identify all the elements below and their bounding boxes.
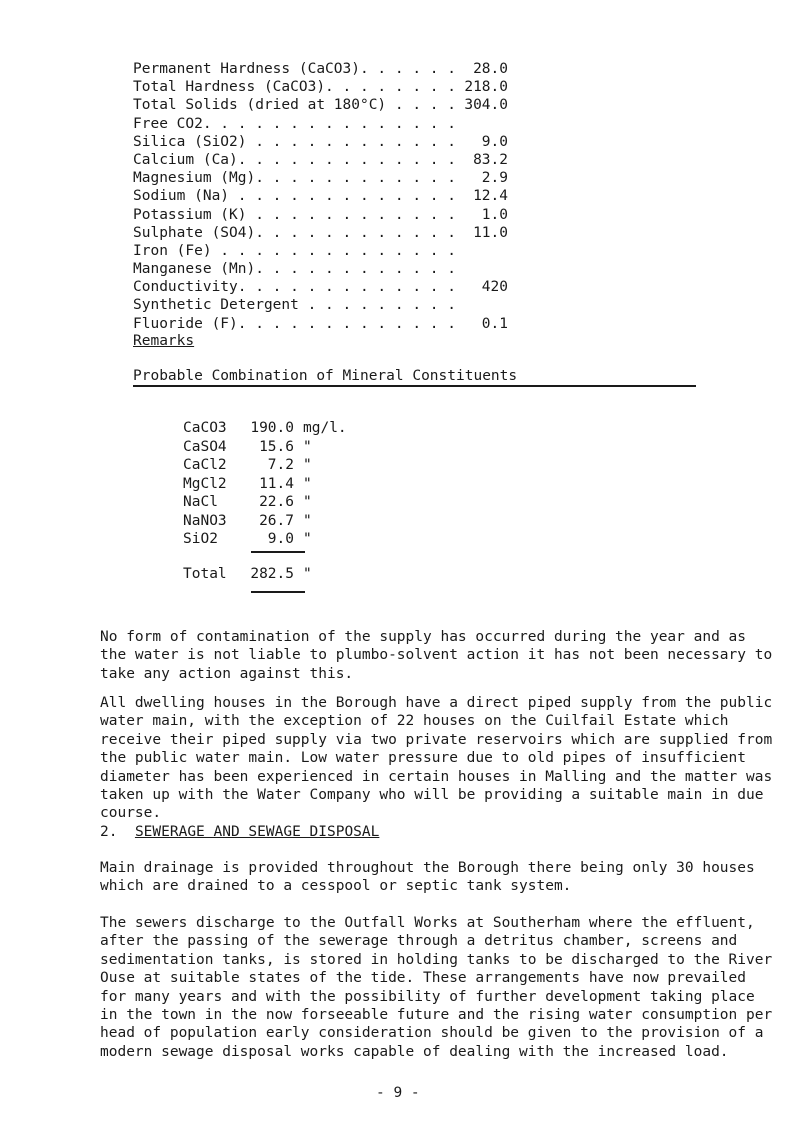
analysis-label: Silica (SiO2) . . . . . . . . . . . . (133, 133, 457, 150)
analysis-label: Magnesium (Mg). . . . . . . . . . . . (133, 170, 457, 187)
total-rule-bottom (251, 591, 305, 593)
analysis-value: 218.0 (464, 79, 508, 96)
analysis-label: Potassium (K) . . . . . . . . . . . . (133, 206, 457, 223)
analysis-value: 12.4 (473, 188, 508, 205)
analysis-value: 420 (481, 279, 508, 296)
analysis-row (133, 151, 533, 169)
analysis-row (133, 187, 533, 205)
total-label: Total (183, 566, 227, 582)
mineral-row (183, 512, 383, 531)
mineral-unit: " (303, 494, 312, 510)
sewers-paragraph: The sewers discharge to the Outfall Works at Southerham where the effluent, after the passing of the sewerage through a detritus chamber, screens and sedimentation tanks, is stored in holding tanks to be discharged to the River Ouse at suitable states of the tide. These arrangements have now prevailed for many years and with the possibility of further development taking place in the town in the now forseeable future and the rising water consumption per head of population early consideration should be given to the provision of a modern sewage disposal works capable of dealing with the increased load. (100, 915, 773, 1060)
mineral-name: MgCl2 (183, 475, 227, 492)
analysis-value: 28.0 (473, 61, 508, 77)
analysis-label: Sulphate (SO4). . . . . . . . . . . . (133, 224, 457, 241)
total-unit: " (303, 566, 312, 582)
mineral-name: SiO2 (183, 531, 218, 547)
analysis-row (133, 169, 533, 187)
analysis-value: 11.0 (473, 224, 508, 241)
analysis-row (133, 296, 533, 314)
mineral-constituents-table (183, 419, 383, 582)
analysis-value: 9.0 (481, 133, 508, 150)
mineral-unit: " (303, 512, 312, 529)
remarks-label: Remarks (133, 333, 195, 349)
mineral-value: 15.6 (259, 438, 294, 455)
total-value: 282.5 (250, 566, 294, 582)
analysis-row (133, 260, 533, 278)
analysis-row (133, 60, 533, 78)
mineral-row (183, 530, 383, 549)
analysis-value: 83.2 (473, 151, 508, 168)
mineral-value: 26.7 (259, 512, 294, 529)
analysis-value: 0.1 (481, 315, 508, 332)
mineral-row (183, 475, 383, 494)
analysis-label: Free CO2. . . . . . . . . . . . . . . (133, 115, 457, 132)
mineral-name: CaSO4 (183, 438, 227, 455)
analysis-row (133, 278, 533, 296)
mineral-name: NaCl (183, 494, 218, 510)
analysis-label: Permanent Hardness (CaCO3). . . . . . (133, 61, 457, 77)
mineral-unit: mg/l. (303, 420, 347, 436)
analysis-label: Iron (Fe) . . . . . . . . . . . . . . (133, 242, 457, 259)
mineral-unit: " (303, 457, 312, 473)
mineral-value: 11.4 (259, 475, 294, 492)
water-analysis-table (133, 60, 533, 333)
mineral-value: 22.6 (259, 494, 294, 510)
mineral-value: 7.2 (267, 457, 294, 473)
analysis-label: Fluoride (F). . . . . . . . . . . . . (133, 315, 457, 332)
analysis-row (133, 133, 533, 151)
drainage-paragraph: Main drainage is provided throughout the Borough there being only 30 houses which are drained to a cesspool or septic tank system. (100, 860, 755, 895)
mineral-name: CaCO3 (183, 420, 227, 436)
contamination-paragraph: No form of contamination of the supply has occurred during the year and as the water is not liable to plumbo-solvent action it has not been necessary to take any action against this. (100, 629, 773, 682)
analysis-value: 1.0 (481, 206, 508, 223)
analysis-label: Sodium (Na) . . . . . . . . . . . . . (133, 188, 457, 205)
mineral-name: NaNO3 (183, 512, 227, 529)
analysis-row (133, 78, 533, 96)
mineral-row (183, 493, 383, 512)
analysis-label: Conductivity. . . . . . . . . . . . . (133, 279, 457, 296)
section-heading-sewerage (100, 824, 379, 840)
analysis-row (133, 115, 533, 133)
mineral-value: 190.0 (250, 420, 294, 436)
analysis-label: Manganese (Mn). . . . . . . . . . . . (133, 261, 457, 278)
analysis-row (133, 206, 533, 224)
mineral-row (183, 456, 383, 475)
analysis-row (133, 96, 533, 114)
mineral-row (183, 419, 383, 438)
analysis-row (133, 315, 533, 333)
dwellings-paragraph: All dwelling houses in the Borough have a direct piped supply from the public water main, with the exception of 22 houses on the Cuilfail Estate which receive their piped supply via two private reservoirs which are supplied from the public water main. Low water pressure due to old pipes of insufficient diameter has been experienced in certain houses in Malling and the matter was taken up with the Water Company who will be providing a suitable main in due course. (100, 695, 773, 822)
total-row (183, 565, 383, 584)
analysis-value: 304.0 (464, 97, 508, 114)
analysis-row (133, 224, 533, 242)
combination-heading: Probable Combination of Mineral Constituents (133, 368, 696, 387)
analysis-label: Total Hardness (CaCO3). . . . . . . . (133, 79, 457, 96)
analysis-row (133, 242, 533, 260)
section-title: SEWERAGE AND SEWAGE DISPOSAL (134, 824, 380, 840)
analysis-label: Calcium (Ca). . . . . . . . . . . . . (133, 151, 457, 168)
mineral-unit: " (303, 531, 312, 547)
mineral-unit: " (303, 475, 312, 492)
total-rule-top (251, 551, 305, 553)
analysis-value: 2.9 (481, 170, 508, 187)
section-number: 2. (100, 824, 118, 840)
mineral-value: 9.0 (267, 531, 294, 547)
mineral-row (183, 438, 383, 457)
mineral-unit: " (303, 438, 312, 455)
mineral-name: CaCl2 (183, 457, 227, 473)
analysis-label: Synthetic Detergent . . . . . . . . . (133, 297, 457, 314)
page-number: - 9 - (376, 1085, 420, 1101)
analysis-label: Total Solids (dried at 180°C) . . . . (133, 97, 457, 114)
